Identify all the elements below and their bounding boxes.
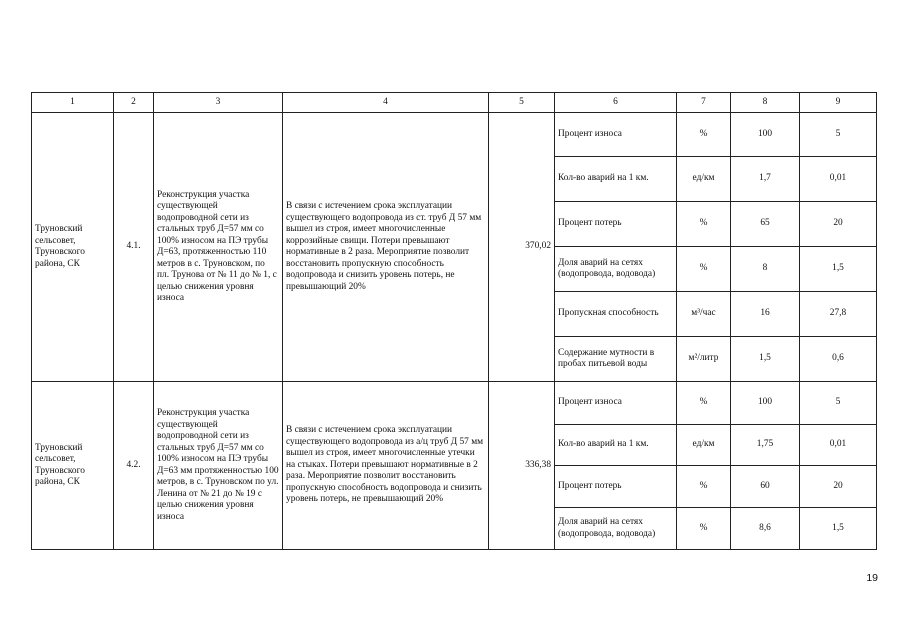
unit-cell: % bbox=[677, 466, 731, 508]
column-number: 7 bbox=[677, 93, 731, 113]
justification-cell: В связи с истечением срока эксплуатации существующего водопровода из а/ц труб Д 57 мм вышел из строя, имеет многочисленные утечки на стыках. Потери превышают нормативные в 2 раза. Мероприятие позволит восстановить пропускную способность водопровода и снизить уровень потерь, не превышающий 20% bbox=[283, 382, 489, 550]
column-number-row bbox=[32, 93, 877, 113]
value-after-cell: 27,8 bbox=[800, 292, 877, 337]
value-before-cell: 1,5 bbox=[731, 337, 800, 382]
unit-cell: м²/литр bbox=[677, 337, 731, 382]
column-number: 6 bbox=[555, 93, 677, 113]
column-number: 5 bbox=[489, 93, 555, 113]
page-number: 19 bbox=[866, 572, 878, 584]
value-after-cell: 1,5 bbox=[800, 247, 877, 292]
organization-cell: Труновский сельсовет, Труновского района, СК bbox=[32, 382, 114, 550]
unit-cell: % bbox=[677, 202, 731, 247]
value-after-cell: 20 bbox=[800, 466, 877, 508]
table-body bbox=[32, 93, 877, 550]
item-number-cell: 4.1. bbox=[114, 113, 154, 382]
value-after-cell: 1,5 bbox=[800, 508, 877, 550]
value-before-cell: 65 bbox=[731, 202, 800, 247]
unit-cell: % bbox=[677, 247, 731, 292]
value-before-cell: 8 bbox=[731, 247, 800, 292]
project-description-cell: Реконструкция участка существующей водопроводной сети из стальных труб Д=57 мм со 100% износом на ПЭ трубы Д=63 мм протяженностью 100 метров, в с. Труновском по ул. Ленина от № 21 до № 19 с целью снижения уровня износа bbox=[154, 382, 283, 550]
unit-cell: % bbox=[677, 508, 731, 550]
unit-cell: % bbox=[677, 113, 731, 157]
value-before-cell: 100 bbox=[731, 113, 800, 157]
value-after-cell: 0,01 bbox=[800, 425, 877, 466]
justification-cell: В связи с истечением срока эксплуатации существующего водопровода из ст. труб Д 57 мм вышел из строя, имеет многочисленные коррозийные свищи. Потери превышают нормативные в 2 раза. Мероприятие позволит восстановить пропускную способность водопровода и снизить уровень потерь, не превышающий 20% bbox=[283, 113, 489, 382]
table-row bbox=[32, 382, 877, 425]
indicator-name-cell: Процент потерь bbox=[555, 466, 677, 508]
value-after-cell: 5 bbox=[800, 382, 877, 425]
value-before-cell: 16 bbox=[731, 292, 800, 337]
column-number: 3 bbox=[154, 93, 283, 113]
organization-cell: Труновский сельсовет, Труновского района, СК bbox=[32, 113, 114, 382]
value-after-cell: 5 bbox=[800, 113, 877, 157]
column-number: 2 bbox=[114, 93, 154, 113]
column-number: 4 bbox=[283, 93, 489, 113]
unit-cell: % bbox=[677, 382, 731, 425]
project-description-cell: Реконструкция участка существующей водопроводной сети из стальных труб Д=57 мм со 100% износом на ПЭ трубы Д=63, протяженностью 110 метров в с. Труновском, по пл. Трунова от № 11 до № 1, с целью снижения уровня износа bbox=[154, 113, 283, 382]
column-number: 1 bbox=[32, 93, 114, 113]
indicator-name-cell: Процент износа bbox=[555, 382, 677, 425]
indicator-name-cell: Процент износа bbox=[555, 113, 677, 157]
indicator-name-cell: Процент потерь bbox=[555, 202, 677, 247]
column-number: 9 bbox=[800, 93, 877, 113]
unit-cell: м³/час bbox=[677, 292, 731, 337]
indicator-name-cell: Кол-во аварий на 1 км. bbox=[555, 157, 677, 202]
indicator-name-cell: Кол-во аварий на 1 км. bbox=[555, 425, 677, 466]
value-before-cell: 60 bbox=[731, 466, 800, 508]
value-after-cell: 20 bbox=[800, 202, 877, 247]
cost-cell: 370,02 bbox=[489, 113, 555, 382]
value-before-cell: 1,75 bbox=[731, 425, 800, 466]
value-before-cell: 8,6 bbox=[731, 508, 800, 550]
table-row bbox=[32, 113, 877, 157]
indicator-name-cell: Доля аварий на сетях (водопровода, водовода) bbox=[555, 508, 677, 550]
value-after-cell: 0,6 bbox=[800, 337, 877, 382]
unit-cell: ед/км bbox=[677, 157, 731, 202]
value-after-cell: 0,01 bbox=[800, 157, 877, 202]
item-number-cell: 4.2. bbox=[114, 382, 154, 550]
unit-cell: ед/км bbox=[677, 425, 731, 466]
value-before-cell: 1,7 bbox=[731, 157, 800, 202]
measures-table bbox=[31, 92, 877, 550]
value-before-cell: 100 bbox=[731, 382, 800, 425]
indicator-name-cell: Пропускная способность bbox=[555, 292, 677, 337]
column-number: 8 bbox=[731, 93, 800, 113]
indicator-name-cell: Содержание мутности в пробах питьевой воды bbox=[555, 337, 677, 382]
cost-cell: 336,38 bbox=[489, 382, 555, 550]
indicator-name-cell: Доля аварий на сетях (водопровода, водовода) bbox=[555, 247, 677, 292]
